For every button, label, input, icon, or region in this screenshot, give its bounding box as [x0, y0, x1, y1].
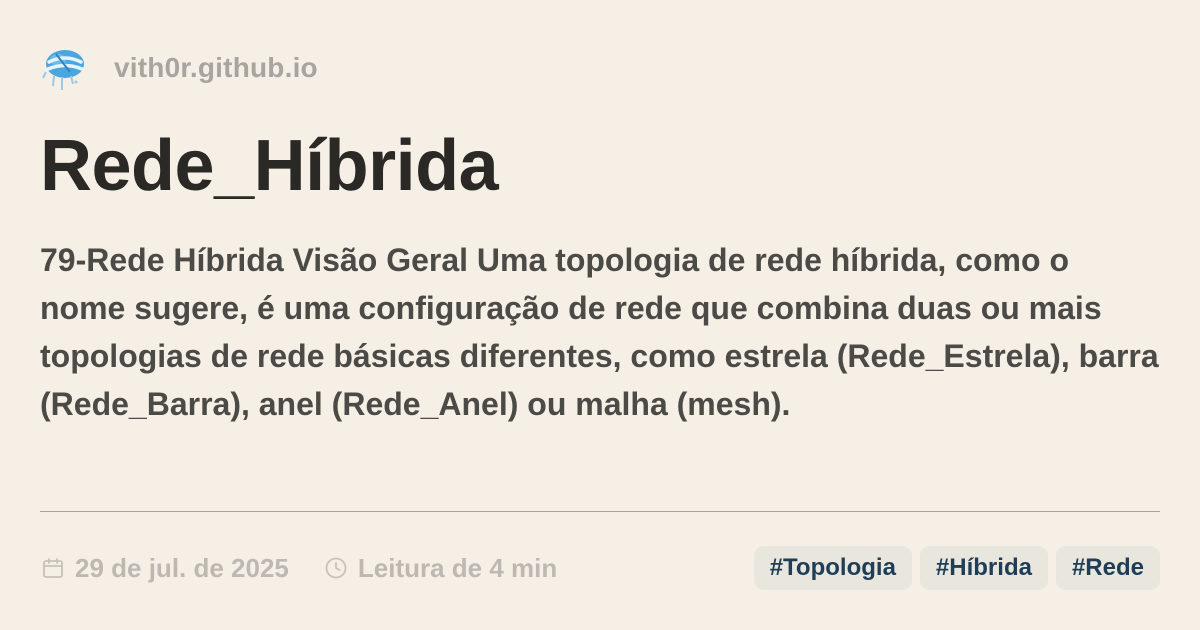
page-title: Rede_Híbrida: [40, 126, 499, 206]
calendar-icon: [40, 555, 66, 581]
clock-icon: [323, 555, 349, 581]
tag-list: [754, 546, 1160, 590]
brain-cloud-icon: [40, 40, 96, 96]
post-description: 79-Rede Híbrida Visão Geral Uma topologia de rede híbrida, como o nome sugere, é uma configuração de rede que combina duas ou mais topologias de rede básicas diferentes, como estrela (Rede_Estrela), barra (Rede_Barra), anel (Rede_Anel) ou malha (mesh).: [40, 242, 1159, 422]
post-date: [40, 553, 289, 584]
reading-time-text: Leitura de 4 min: [357, 552, 558, 583]
divider: [40, 511, 1160, 512]
post-meta: [40, 545, 1160, 591]
post-date-text: 29 de jul. de 2025: [75, 552, 289, 583]
tag-hibrida[interactable]: #Híbrida: [920, 546, 1048, 590]
tag-topologia[interactable]: #Topologia: [754, 546, 912, 590]
og-card: [40, 40, 1160, 600]
reading-time: [323, 553, 557, 584]
site-name[interactable]: vith0r.github.io: [114, 52, 318, 83]
tag-rede[interactable]: #Rede: [1056, 546, 1160, 590]
site-header: [40, 40, 1160, 96]
